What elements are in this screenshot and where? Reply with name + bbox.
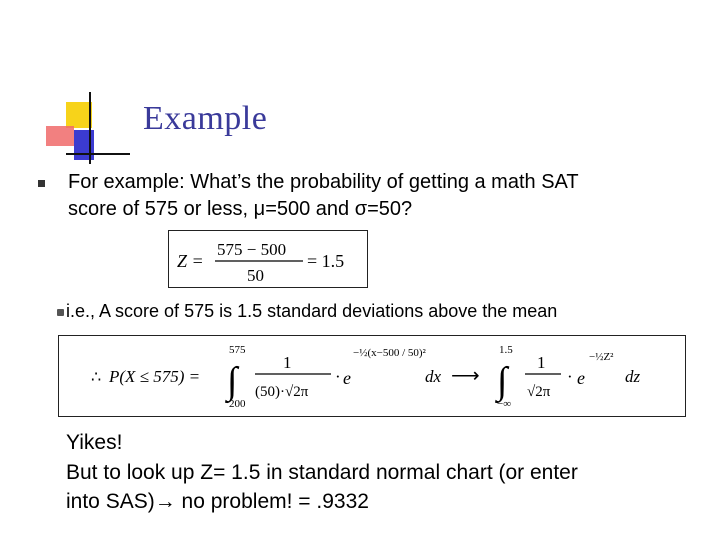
z-formula-numerator: 575 − 500 xyxy=(217,240,287,259)
line2-middle: =500 and xyxy=(265,198,355,220)
exponent-1: −½(x−500 / 50)² xyxy=(353,347,426,359)
dot-1: · xyxy=(335,367,341,386)
long-arrow: ⟶ xyxy=(451,365,480,387)
z-formula-lhs: Z = xyxy=(177,251,204,271)
fraction-1-numerator: 1 xyxy=(283,353,292,372)
z-formula-denominator: 50 xyxy=(247,266,264,285)
lookup-line-1: But to look up Z= 1.5 in standard normal chart (or enter xyxy=(66,461,578,484)
lookup-line-2 xyxy=(66,488,369,515)
exponent-2: −½Z² xyxy=(589,351,614,363)
sigma-symbol: σ xyxy=(354,198,368,220)
therefore-symbol: ∴ xyxy=(91,369,102,386)
lower-limit-1: 200 xyxy=(229,398,246,410)
upper-limit-1: 575 xyxy=(229,344,246,356)
line2-suffix: =50? xyxy=(367,198,413,220)
fraction-1-denominator: (50)·√2π xyxy=(255,384,309,400)
bullet-marker xyxy=(38,180,45,187)
upper-limit-2: 1.5 xyxy=(499,344,513,356)
mu-symbol: μ xyxy=(253,198,266,220)
dz-differential: dz xyxy=(625,367,641,386)
slide-title: Example xyxy=(143,100,268,137)
question-line-1: For example: What’s the probability of getting a math SAT xyxy=(68,171,579,193)
z-formula-result: = 1.5 xyxy=(307,251,345,271)
z-formula-box xyxy=(168,230,368,288)
lookup-line-2-suffix: no problem! = .9332 xyxy=(175,490,369,513)
integral-formula-box xyxy=(58,335,686,417)
question-line-2 xyxy=(68,196,412,223)
sub-bullet-marker xyxy=(57,309,64,316)
exponential-e-2: e xyxy=(577,368,585,388)
lookup-line-2-prefix: into SAS) xyxy=(66,490,155,513)
fraction-2-denominator: √2π xyxy=(527,384,551,400)
line2-prefix: score of 575 or less, xyxy=(68,198,254,220)
lower-limit-2: −∞ xyxy=(497,398,512,410)
dot-2: · xyxy=(567,367,573,386)
integral-sign-1: ∫ xyxy=(227,360,238,402)
fraction-2-numerator: 1 xyxy=(537,353,546,372)
dx-differential: dx xyxy=(425,367,442,386)
integral-sign-2: ∫ xyxy=(497,360,508,402)
decorative-logo-squares xyxy=(40,92,130,172)
ie-explanation: i.e., A score of 575 is 1.5 standard deviations above the mean xyxy=(66,301,558,321)
probability-lhs: P(X ≤ 575) = xyxy=(109,367,201,386)
arrow-icon: → xyxy=(154,490,176,513)
exponential-e-1: e xyxy=(343,368,351,388)
yikes-text: Yikes! xyxy=(66,431,123,454)
